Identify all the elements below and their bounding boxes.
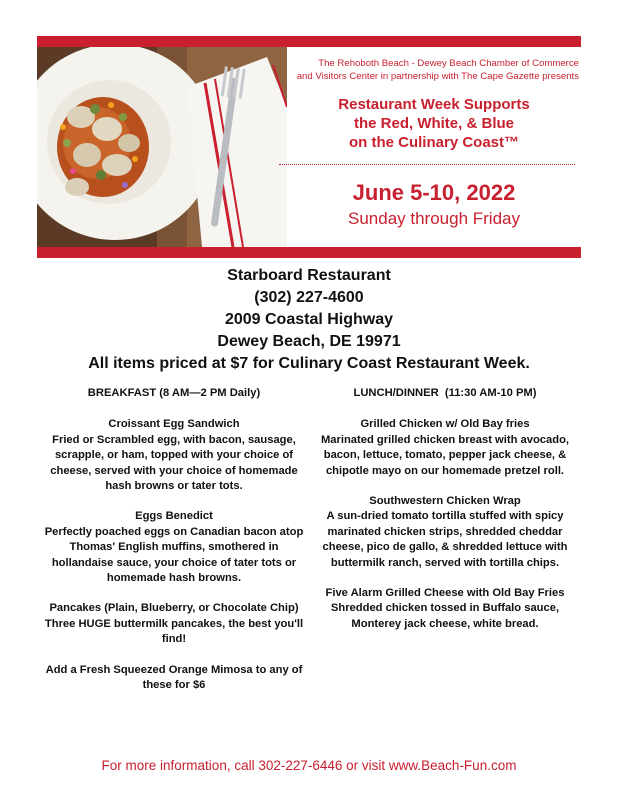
menu-item-name: Pancakes (Plain, Blueberry, or Chocolate Chip) [49,602,299,615]
banner-headline [289,95,579,152]
menu-item-name: Southwestern Chicken Wrap [369,495,521,508]
headline-line-3: on the Culinary Coast™ [348,134,520,151]
event-banner [37,36,581,258]
menu-item [39,509,309,586]
lunch-dinner-menu [310,386,580,647]
menu-item-description: Three HUGE buttermilk pancakes, the best you'll find! [44,617,304,646]
footer-contact: For more information, call 302-227-6446 or visit www.Beach-Fun.com [101,758,517,773]
menu-item-description: A sun-dried tomato tortilla stuffed with spicy marinated chicken strips, shredded cheddar cheese, pico de gallo, & shredded lettuce with buttermilk ranch, served with tortilla chips. [322,510,568,569]
banner-bottom-bar [37,247,581,258]
menu-item-name: Croissant Egg Sandwich [108,418,240,431]
menu-item-description: Add a Fresh Squeezed Orange Mimosa to any of these for $6 [45,663,303,692]
food-photo [37,47,287,247]
event-days: Sunday through Friday [348,209,520,228]
menu-item-name: Eggs Benedict [135,510,213,523]
menu-item [39,601,309,647]
event-dates: June 5-10, 2022 [352,180,516,205]
menu-item-description: Marinated grilled chicken breast with avocado, bacon, lettuce, tomato, pepper jack cheese, & chipotle mayo on our homemade pretzel roll. [320,433,570,477]
breakfast-heading: BREAKFAST (8 AM—2 PM Daily) [87,387,261,399]
restaurant-name: Starboard Restaurant [227,267,391,284]
menu-item [310,586,580,632]
breakfast-menu [39,386,309,709]
menu-item-description: Shredded chicken tossed in Buffalo sauce, Monterey jack cheese, white bread. [330,602,560,630]
presenters-line-1: The Rehoboth Beach - Dewey Beach Chamber of Commerce [318,58,579,69]
restaurant-phone: (302) 227-4600 [254,289,364,306]
menu-item [39,417,309,494]
food-photo-illustration [37,47,287,247]
menu-item [310,417,580,479]
headline-line-2: the Red, White, & Blue [353,115,514,132]
headline-line-1: Restaurant Week Supports [338,96,530,113]
banner-top-bar [37,36,581,47]
menu-item-description: Perfectly poached eggs on Canadian bacon atop Thomas' English muffins, smothered in hollandaise sauce, your choice of tater tots or homemade hash browns. [44,525,304,585]
pricing-note: All items priced at $7 for Culinary Coast Restaurant Week. [88,355,530,372]
mimosa-addon [39,663,309,694]
menu-item-description: Fried or Scrambled egg, with bacon, sausage, scrapple, or ham, topped with your choice of cheese, served with your choice of homemade hash browns or tater tots. [50,433,298,493]
menu-item-name: Grilled Chicken w/ Old Bay fries [360,418,530,431]
presenters-line-2: and Visitors Center in partnership with The Cape Gazette presents [296,70,579,82]
restaurant-info [0,265,618,375]
restaurant-city: Dewey Beach, DE 19971 [217,333,401,350]
menu-item [310,494,580,571]
presenters-credit [289,58,579,83]
menu-item-name: Five Alarm Grilled Cheese with Old Bay Fries [325,587,565,600]
dotted-divider [279,164,575,165]
lunch-heading: LUNCH/DINNER (11:30 AM-10 PM) [353,387,537,399]
restaurant-street: 2009 Coastal Highway [224,311,394,328]
